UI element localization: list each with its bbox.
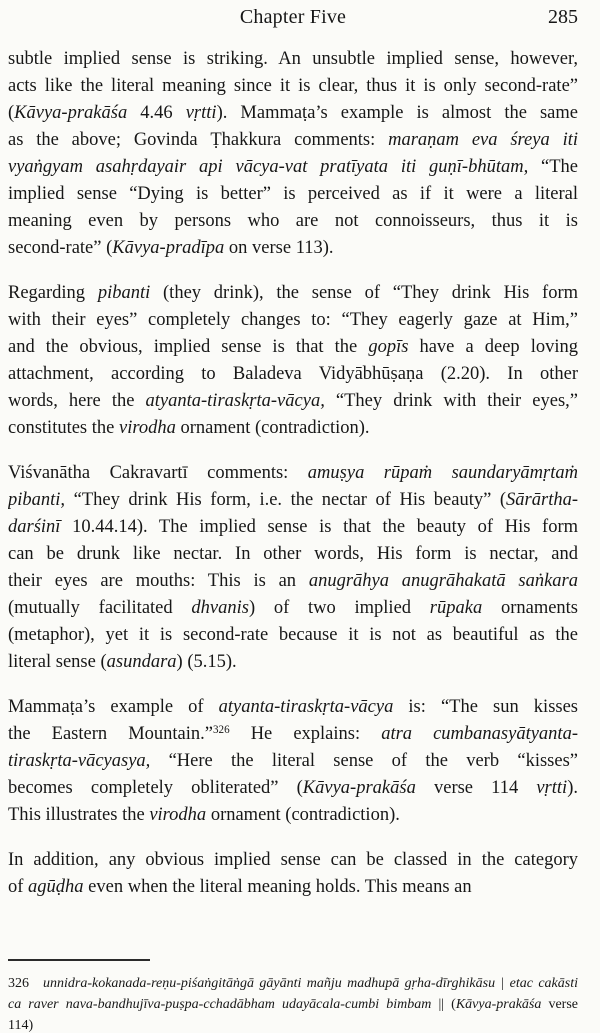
text-line: (metaphor), yet it is second-rate because it is not as beautiful as the — [8, 625, 578, 645]
text-line: Viśvanātha Cakravartī comments: amuṣya rūpaṁ saundaryāmṛtaṁ — [8, 463, 578, 483]
text-line: implied sense “Dying is better” is perceived as if it were a literal — [8, 184, 578, 204]
text-line: Regarding pibanti (they drink), the sense of “They drink His form — [8, 283, 578, 303]
chapter-title: Chapter Five — [239, 6, 347, 28]
text-line: constitutes the virodha ornament (contradiction). — [8, 418, 370, 438]
text-line: pibanti, “They drink His form, i.e. the nectar of His beauty” (Sārārtha- — [8, 490, 578, 510]
text-line: (mutually facilitated dhvanis) of two implied rūpaka ornaments — [8, 598, 578, 618]
page-number: 285 — [548, 6, 578, 28]
paragraph — [8, 694, 578, 829]
text-line: darśinī 10.44.14). The implied sense is that the beauty of His form — [8, 517, 578, 537]
text-line: of agūḍha even when the literal meaning holds. This means an — [8, 877, 472, 897]
text-line: acts like the literal meaning since it is clear, thus it is only second-rate” — [8, 76, 578, 96]
text-line: This illustrates the virodha ornament (contradiction). — [8, 805, 400, 825]
footnote-line: 326 unnidra-kokanada-reṇu-piśaṅgitāṅgā gāyānti mañju madhupā gṛha-dīrghikāsu | etac cakāsti — [8, 976, 578, 991]
text-line: becomes completely obliterated” (Kāvya-prakāśa verse 114 vṛtti). — [8, 778, 578, 798]
paragraph — [8, 460, 578, 676]
text-line: literal sense (asundara) (5.15). — [8, 652, 237, 672]
text-line: In addition, any obvious implied sense can be classed in the category — [8, 850, 578, 870]
text-line: the Eastern Mountain.”$^{326}$ He explains: atra cumbanasyātyanta- — [8, 724, 578, 744]
body-paragraphs — [8, 46, 578, 901]
text-line: tiraskṛta-vācyasya, “Here the literal sense of the verb “kisses” — [8, 751, 578, 771]
text-line: Mammaṭa’s example of atyanta-tiraskṛta-vācya is: “The sun kisses — [8, 697, 578, 717]
text-line: with their eyes” completely changes to: “They eagerly gaze at Him,” — [8, 310, 578, 330]
footnote-line: 114) — [8, 1018, 34, 1033]
text-line: and the obvious, implied sense is that the gopīs have a deep loving — [8, 337, 578, 357]
footnote-rule — [8, 959, 150, 961]
text-line: can be drunk like nectar. In other words, His form is nectar, and — [8, 544, 578, 564]
text-line: (Kāvya-prakāśa 4.46 vṛtti). Mammaṭa’s example is almost the same — [8, 103, 578, 123]
text-line: as the above; Govinda Ṭhakkura comments: maraṇam eva śreya iti — [8, 130, 578, 150]
text-line: their eyes are mouths: This is an anugrāhya anugrāhakatā saṅkara — [8, 571, 578, 591]
text-line: words, here the atyanta-tiraskṛta-vācya, “They drink with their eyes,” — [8, 391, 578, 411]
page-header — [8, 6, 578, 32]
text-line: attachment, according to Baladeva Vidyābhūṣaṇa (2.20). In other — [8, 364, 578, 384]
footnote-lines — [8, 973, 578, 1033]
paragraph — [8, 46, 578, 262]
paragraph — [8, 847, 578, 901]
text-line: second-rate” (Kāvya-pradīpa on verse 113). — [8, 238, 334, 258]
text-line: vyaṅgyam asahṛdayair api vācya-vat pratīyata iti guṇī-bhūtam, “The — [8, 157, 578, 177]
text-line: meaning even by persons who are not connoisseurs, thus it is — [8, 211, 578, 231]
footnote-line: ca raver nava-bandhujīva-puṣpa-cchadābham udayācala-cumbi bimbam || (Kāvya-prakāśa verse — [8, 997, 578, 1012]
text-line: subtle implied sense is striking. An unsubtle implied sense, however, — [8, 49, 578, 69]
paragraph — [8, 280, 578, 442]
